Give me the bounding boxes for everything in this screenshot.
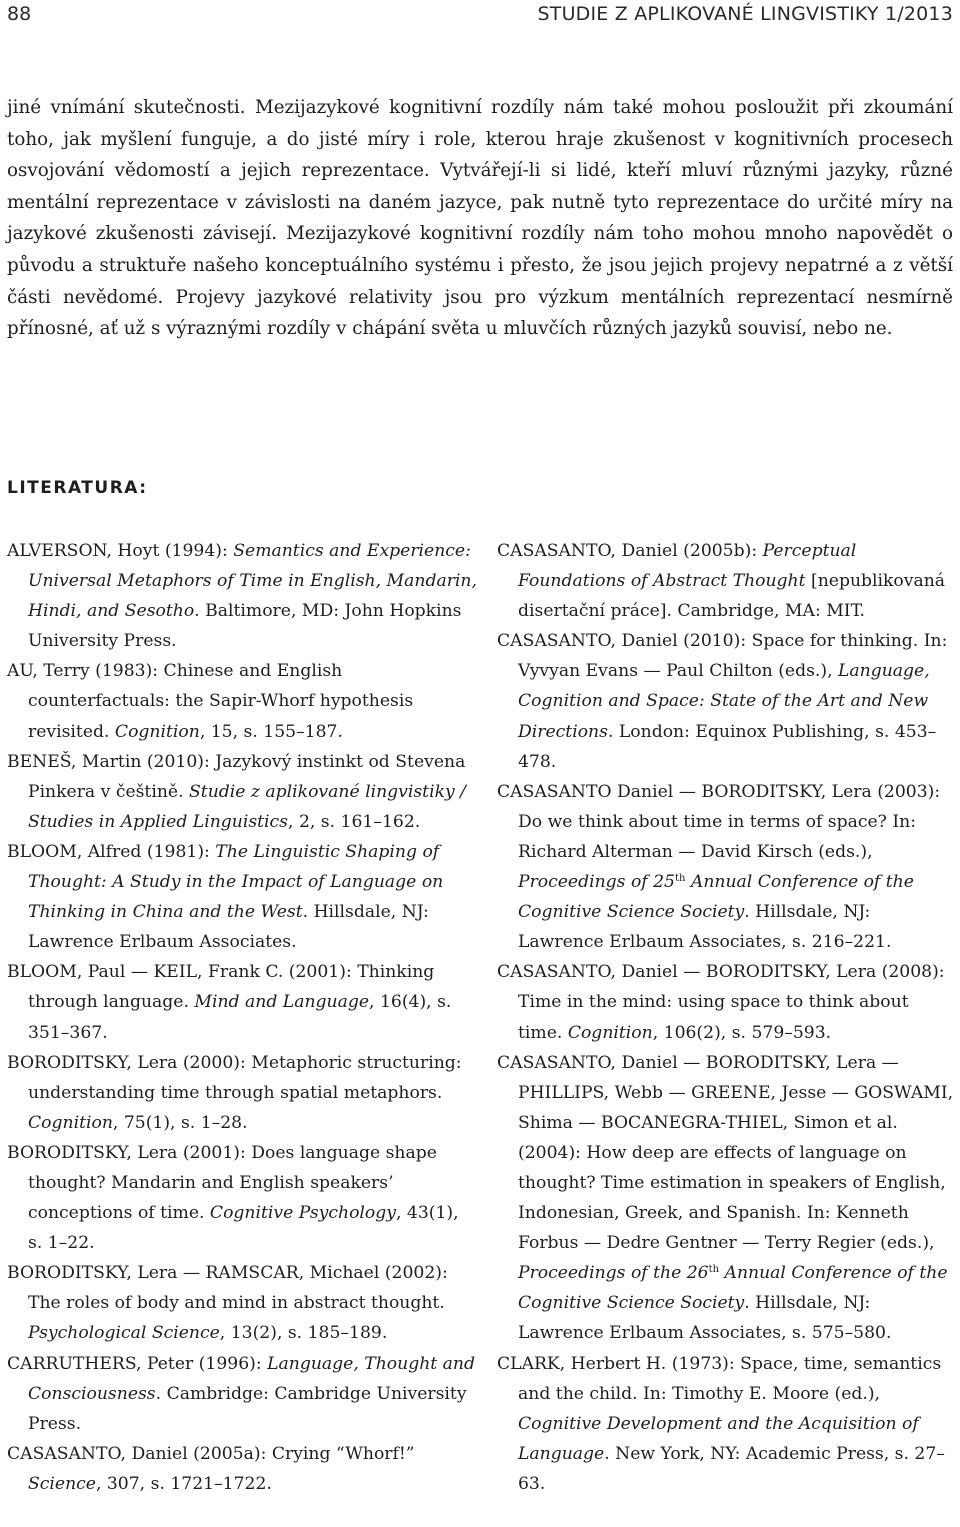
literature-heading: LITERATURA: [7,478,148,498]
reference-entry: CASASANTO, Daniel (2005a): Crying “Whorf!” Science, 307, s. 1721–1722. [7,1443,415,1494]
reference-entry: CASASANTO, Daniel (2010): Space for thinking. In: Vyvyan Evans — Paul Chilton (eds.), Language, Cognition and Space: State of the Art and New Directions. London: Equinox Publishing, s. 453–478. [497,631,948,772]
reference-entry: ALVERSON, Hoyt (1994): Semantics and Experience: Universal Metaphors of Time in English, Mandarin, Hindi, and Sesotho. Baltimore, MD: John Hopkins University Press. [7,541,477,652]
reference-entry: BORODITSKY, Lera (2001): Does language shape thought? Mandarin and English speakers’ conceptions of time. Cognitive Psychology, 43(1), s. 1–22. [7,1142,459,1254]
reference-entry: CASASANTO, Daniel (2005b): Perceptual Foundations of Abstract Thought [nepublikovaná disertační práce]. Cambridge, MA: MIT. [497,541,946,622]
reference-entry: CASASANTO, Daniel — BORODITSKY, Lera (2008): Time in the mind: using space to think about time. Cognition, 106(2), s. 579–593. [497,962,945,1043]
reference-entry: AU, Terry (1983): Chinese and English counterfactuals: the Sapir-Whorf hypothesis revisited. Cognition, 15, s. 155–187. [7,661,414,742]
reference-entry: BLOOM, Alfred (1981): The Linguistic Shaping of Thought: A Study in the Impact of Language on Thinking in China and the West. Hillsdale, NJ: Lawrence Erlbaum Associates. [7,841,444,953]
journal-title: STUDIE Z APLIKOVANÉ LINGVISTIKY 1/2013 [537,3,953,25]
page-header [7,3,953,29]
reference-entry: CASASANTO, Daniel — BORODITSKY, Lera — PHILLIPS, Webb — GREENE, Jesse — GOSWAMI, Shima — BOCANEGRA-THIEL, Simon et al. (2004): How deep are effects of language on thought? Time estimation in speakers of English, Indonesian, Greek, and Spanish. In: Kenneth Forbus — Dedre Gentner — Terry Regier (eds.), Proceedings of the 26th Annual Conference of the Cognitive Science Society. Hillsdale, NJ: Lawrence Erlbaum Associates, s. 575–580. [497,1052,954,1344]
reference-entry: CARRUTHERS, Peter (1996): Language, Thought and Consciousness. Cambridge: Cambridge University Press. [7,1353,475,1434]
reference-entry: BENEŠ, Martin (2010): Jazykový instinkt od Stevena Pinkera v češtině. Studie z aplikované lingvistiky / Studies in Applied Linguistics, 2, s. 161–162. [7,751,466,832]
reference-entry: BORODITSKY, Lera (2000): Metaphoric structuring: understanding time through spatial metaphors. Cognition, 75(1), s. 1–28. [7,1052,462,1133]
body-paragraph: jiné vnímání skutečnosti. Mezijazykové kognitivní rozdíly nám také mohou posloužit při zkoumání toho, jak myšlení funguje, a do jisté míry i role, kterou hraje zkušenost v kognitivních procesech osvojování vědomostí a jejich reprezentace. Vytvářejí-li si lidé, kteří mluví různými jazyky, různé mentální reprezentace v závislosti na daném jazyce, pak nutně tyto reprezentace do určité míry na jazykové zkušenosti závisejí. Mezijazykové kognitivní rozdíly nám toho mohou mnoho napovědět o původu a struktuře našeho konceptuálního systému i přesto, že jsou jejich projevy nepatrné a z větší části nevědomé. Projevy jazykové relativity jsou pro výzkum mentálních reprezentací nesmírně přínosné, ať už s výraznými rozdíly v chápání světa u mluvčích různých jazyků souvisí, nebo ne. [7,97,953,340]
reference-entry: CLARK, Herbert H. (1973): Space, time, semantics and the child. In: Timothy E. Moore (ed.), Cognitive Development and the Acquisition of Language. New York, NY: Academic Press, s. 27–63. [497,1353,945,1494]
superscript: th [675,873,686,885]
superscript: th [708,1264,720,1276]
references-right-column [497,536,957,1499]
page-number: 88 [7,3,32,25]
reference-entry: CASASANTO Daniel — BORODITSKY, Lera (2003): Do we think about time in terms of space? In: Richard Alterman — David Kirsch (eds.), Proceedings of 25th Annual Conference of the Cognitive Science Society. Hillsdale, NJ: Lawrence Erlbaum Associates, s. 216–221. [497,781,941,953]
reference-entry: BLOOM, Paul — KEIL, Frank C. (2001): Thinking through language. Mind and Language, 16(4), s. 351–367. [7,962,452,1043]
references-left-column [7,536,477,1499]
reference-entry: BORODITSKY, Lera — RAMSCAR, Michael (2002): The roles of body and mind in abstract thought. Psychological Science, 13(2), s. 185–189. [7,1263,448,1344]
